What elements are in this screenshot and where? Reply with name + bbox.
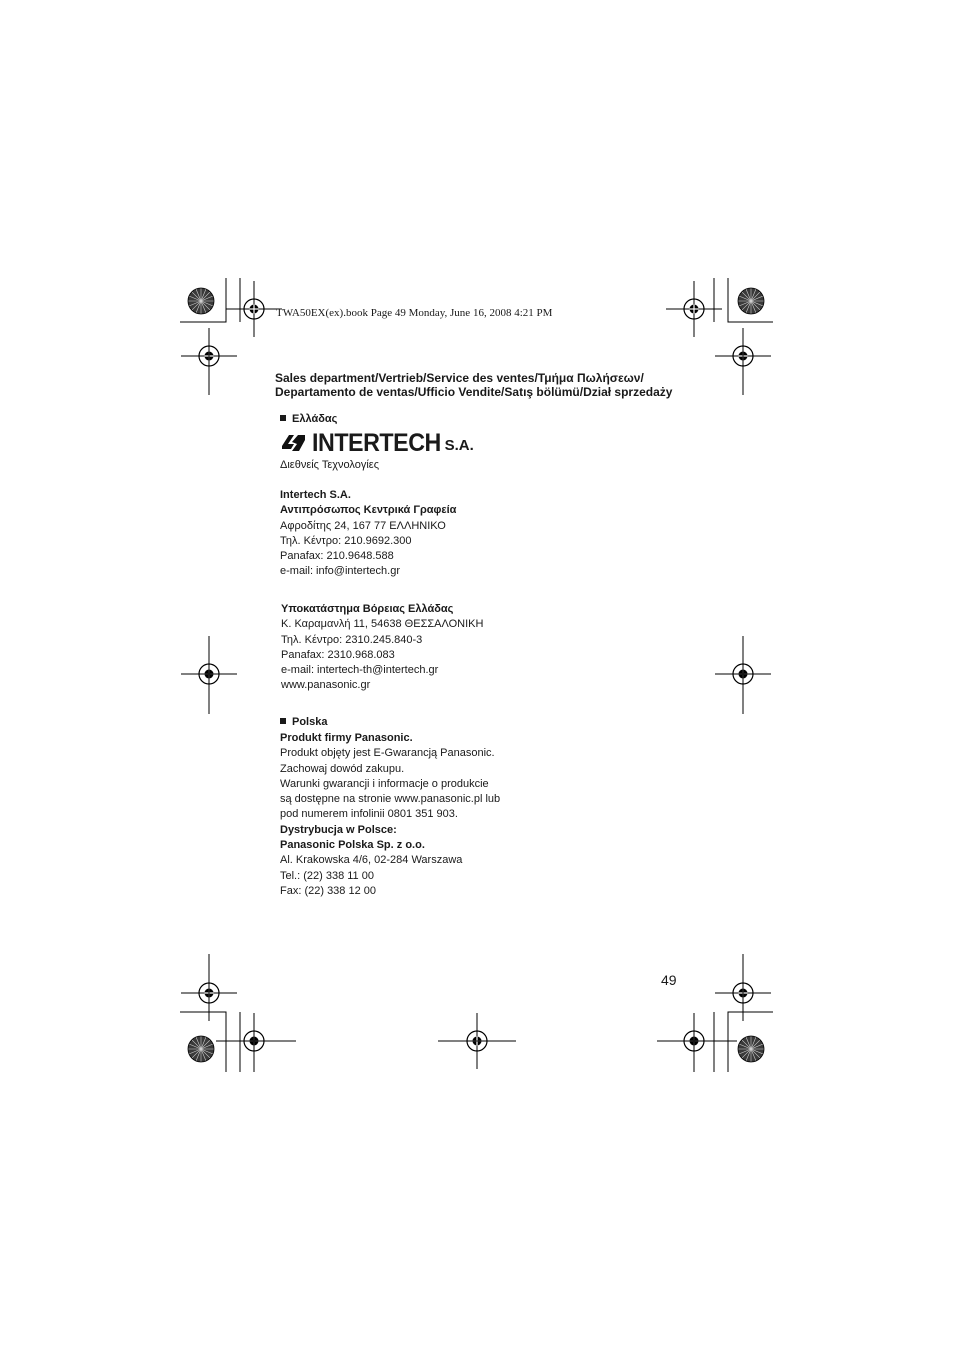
branch-web: www.panasonic.gr [281, 679, 371, 692]
branch-email: e-mail: intertech-th@intertech.gr [281, 664, 439, 677]
hq-office: Αντιπρόσωπος Κεντρικά Γραφεία [280, 504, 457, 517]
intertech-logo [280, 431, 474, 455]
star-target-icon [188, 288, 214, 314]
registration-mark-icon [226, 281, 282, 337]
page-number: 49 [661, 972, 677, 988]
poland-tel: Tel.: (22) 338 11 00 [280, 869, 374, 882]
poland-address: Al. Krakowska 4/6, 02-284 Warszawa [280, 854, 463, 867]
poland-line-3: Warunki gwarancji i informacje o produkcie [280, 777, 489, 790]
poland-dist-title: Dystrybucja w Polsce: [280, 823, 397, 836]
hq-company: Intertech S.A. [280, 489, 351, 501]
heading-line-1: Sales department/Vertrieb/Service des ventes/Τμήμα Πωλήσεων/ [275, 371, 644, 385]
greece-branch [281, 602, 483, 694]
poland-fax: Fax: (22) 338 12 00 [280, 884, 377, 897]
star-target-icon [738, 288, 764, 314]
branch-phone: Τηλ. Κέντρο: 2310.245.840-3 [281, 633, 423, 646]
logo-tagline: Διεθνείς Τεχνολογίες [280, 459, 380, 471]
greece-headquarters [280, 488, 456, 580]
branch-title: Υποκατάστημα Βόρειας Ελλάδας [281, 603, 454, 615]
heading-line-2: Departamento de ventas/Ufficio Vendite/Satış bölümü/Dział sprzedaży [275, 385, 673, 399]
star-target-icon [188, 1036, 214, 1062]
print-header: TWA50EX(ex).book Page 49 Monday, June 16, 2008 4:21 PM [276, 307, 553, 319]
star-target-icon [738, 1036, 764, 1062]
poland-info [280, 731, 500, 899]
poland-line-5: pod numerem infolinii 0801 351 903. [280, 808, 458, 821]
bullet-square-icon [280, 415, 286, 421]
poland-line-2: Zachowaj dowód zakupu. [280, 762, 405, 775]
hq-fax: Panafax: 210.9648.588 [280, 550, 394, 563]
poland-line-4: są dostępne na stronie www.panasonic.pl lub [280, 793, 501, 806]
branch-fax: Panafax: 2310.968.083 [281, 648, 395, 661]
logo-suffix: S.A. [444, 437, 474, 454]
logo-wordmark: INTERTECH [312, 429, 441, 457]
page-heading [275, 371, 672, 399]
section-label-greece: Ελλάδας [280, 413, 337, 425]
poland-company: Panasonic Polska Sp. z o.o. [280, 839, 425, 852]
bullet-square-icon [280, 718, 286, 724]
poland-line-1: Produkt objęty jest E-Gwarancją Panasonic. [280, 747, 495, 760]
intertech-mark-icon [280, 432, 306, 454]
hq-email: e-mail: info@intertech.gr [280, 565, 400, 578]
poland-product-title: Produkt firmy Panasonic. [280, 732, 413, 744]
hq-address: Αφροδίτης 24, 167 77 ΕΛΛΗΝΙΚΟ [280, 519, 446, 532]
branch-address: Κ. Καραμανλή 11, 54638 ΘΕΣΣΑΛΟΝΙΚΗ [281, 618, 484, 631]
hq-phone: Τηλ. Κέντρο: 210.9692.300 [280, 534, 412, 547]
section-label-poland: Polska [280, 716, 327, 728]
